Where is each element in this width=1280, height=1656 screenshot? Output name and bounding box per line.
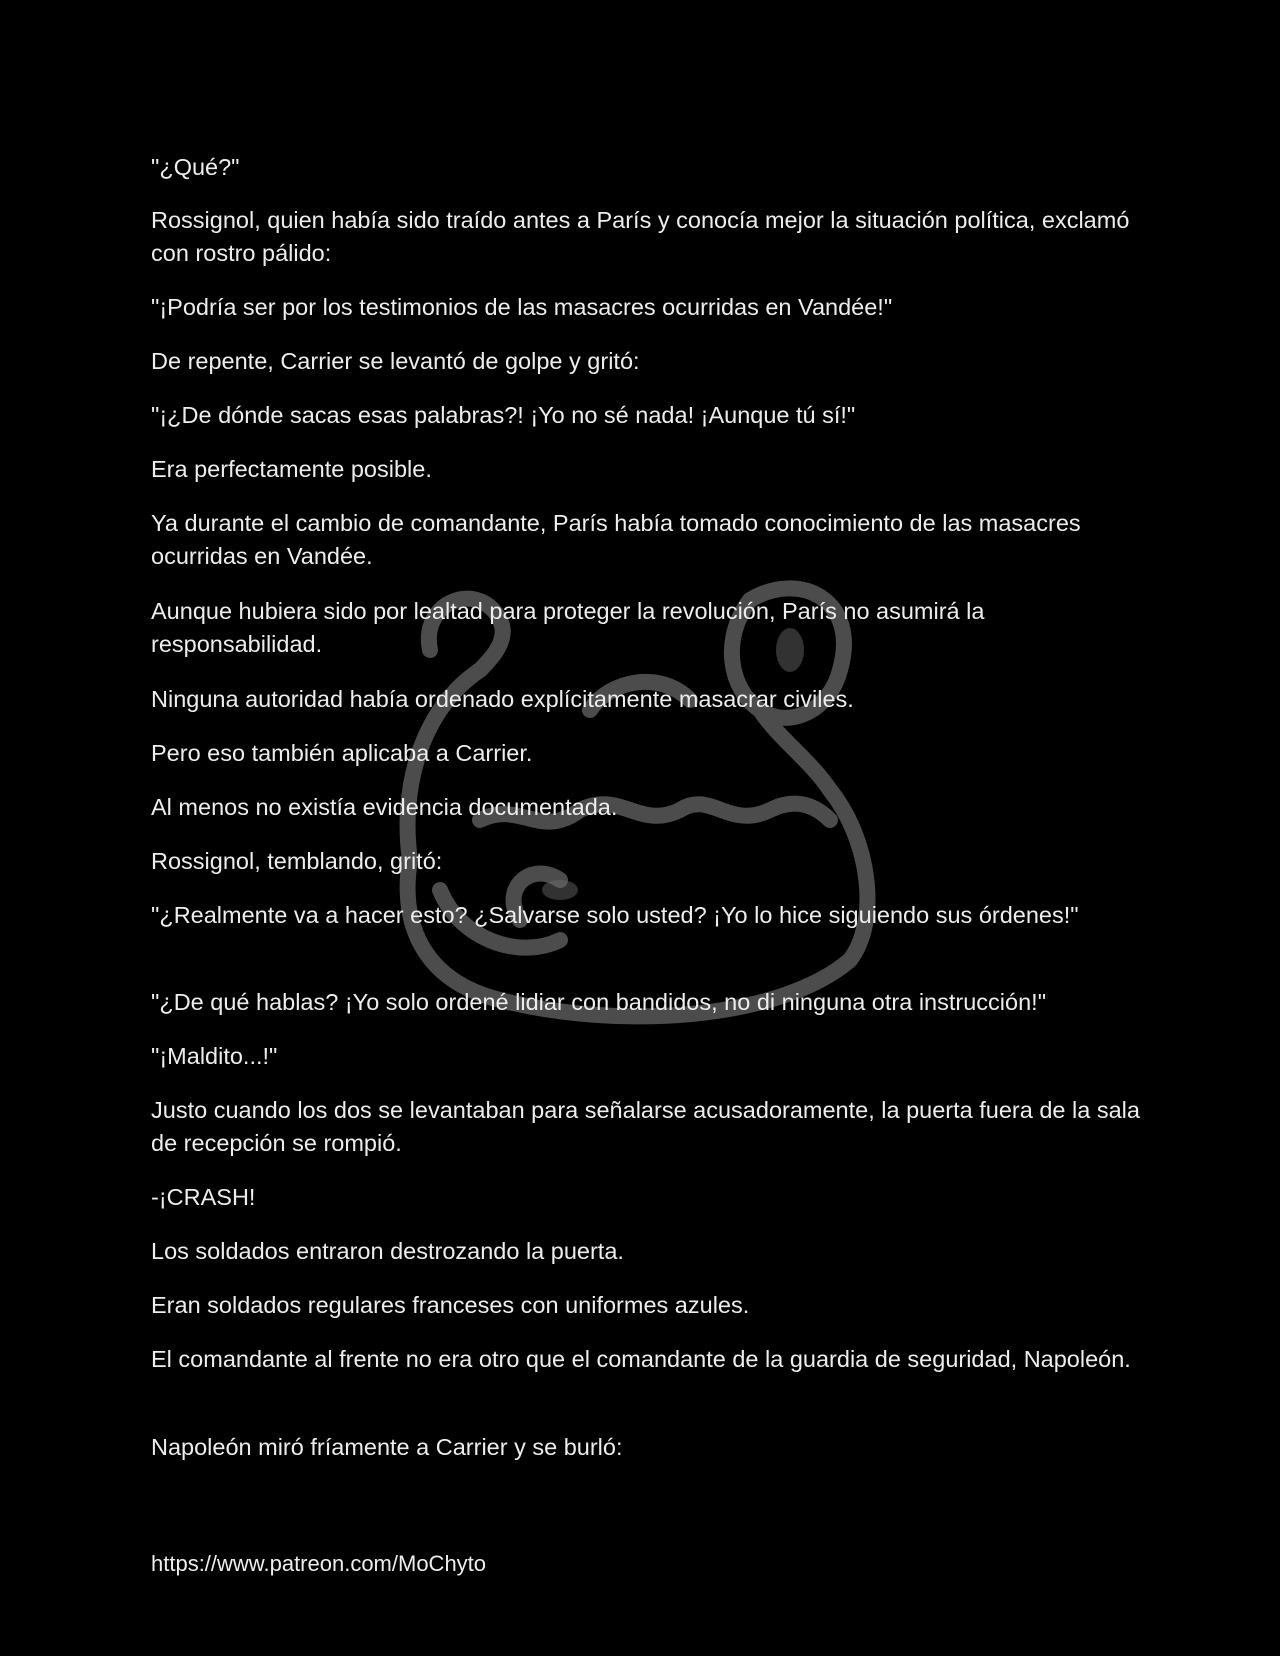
paragraph: Eran soldados regulares franceses con uniformes azules.	[151, 1292, 750, 1318]
paragraph: "¡Maldito...!"	[151, 1043, 278, 1069]
paragraph: Aunque hubiera sido por lealtad para proteger la revolución, París no asumirá la responsabilidad.	[151, 598, 985, 657]
paragraph: Al menos no existía evidencia documentada.	[151, 794, 618, 820]
paragraph: Ya durante el cambio de comandante, París había tomado conocimiento de las masacres ocurridas en Vandée.	[151, 510, 1081, 569]
paragraph: -¡CRASH!	[151, 1184, 256, 1210]
paragraph: "¡¿De dónde sacas esas palabras?! ¡Yo no sé nada! ¡Aunque tú sí!"	[151, 402, 856, 428]
paragraph: "¡Podría ser por los testimonios de las masacres ocurridas en Vandée!"	[151, 294, 893, 320]
paragraph: El comandante al frente no era otro que el comandante de la guardia de seguridad, Napoleón.	[151, 1346, 1131, 1372]
paragraph: "¿Realmente va a hacer esto? ¿Salvarse solo usted? ¡Yo lo hice siguiendo sus órdenes!"	[151, 902, 1079, 928]
patreon-link[interactable]: https://www.patreon.com/MoChyto	[151, 1551, 487, 1576]
paragraph: "¿Qué?"	[151, 154, 240, 180]
paragraph: Ninguna autoridad había ordenado explícitamente masacrar civiles.	[151, 686, 854, 712]
paragraph: Napoleón miró fríamente a Carrier y se burló:	[151, 1434, 623, 1460]
paragraph: Era perfectamente posible.	[151, 456, 432, 482]
paragraph: De repente, Carrier se levantó de golpe y gritó:	[151, 348, 640, 374]
paragraph: Justo cuando los dos se levantaban para señalarse acusadoramente, la puerta fuera de la sala de recepción se rompió.	[151, 1097, 1140, 1156]
paragraph: "¿De qué hablas? ¡Yo solo ordené lidiar con bandidos, no di ninguna otra instrucción!"	[151, 989, 1047, 1015]
paragraph: Rossignol, quien había sido traído antes a París y conocía mejor la situación política, exclamó con rostro pálido:	[151, 207, 1130, 266]
paragraph: Pero eso también aplicaba a Carrier.	[151, 740, 533, 766]
paragraph: Rossignol, temblando, gritó:	[151, 848, 443, 874]
paragraph: Los soldados entraron destrozando la puerta.	[151, 1238, 624, 1264]
